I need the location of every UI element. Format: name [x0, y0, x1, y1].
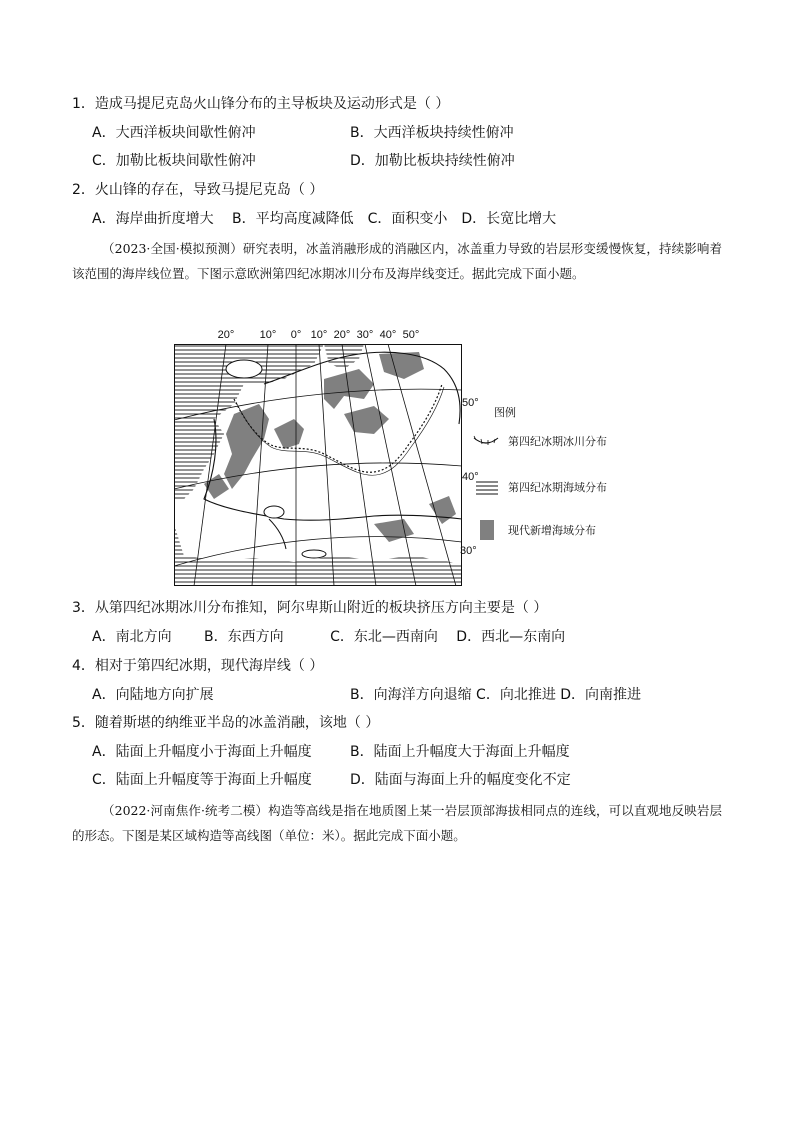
- question-5-option-d: D．陆面与海面上升的幅度变化不定: [350, 772, 571, 788]
- new-sea-north-sea: [274, 419, 304, 449]
- question-1-option-d: D．加勒比板块持续性俯冲: [350, 153, 515, 169]
- question-5-option-b: B．陆面上升幅度大于海面上升幅度: [350, 744, 570, 760]
- lon-label: 0°: [290, 329, 302, 341]
- europe-glacier-map: [174, 324, 634, 588]
- question-3-stem: 3．从第四纪冰期冰川分布推知，阿尔卑斯山附近的板块挤压方向主要是（ ）: [72, 600, 548, 616]
- lon-label: 10°: [259, 329, 277, 341]
- question-5-option-c: C．陆面上升幅度等于海面上升幅度: [92, 772, 312, 788]
- legend-glacier-label: 第四纪冰期冰川分布: [508, 436, 607, 448]
- new-sea-britain: [224, 404, 269, 489]
- legend-sea-symbol: [476, 482, 498, 494]
- passage-intro-europe: （2023·全国·模拟预测）研究表明，冰盖消融形成的消融区内，冰盖重力导致的岩层形变缓慢恢复，持续影响着该范围的海岸线位置。下图示意欧洲第四纪冰期冰川分布及海岸线变迁。据此完成下面小题。: [72, 241, 722, 281]
- question-3-options: A．南北方向 B．东西方向 C．东北—西南向 D．西北—东南向: [92, 629, 566, 645]
- mediterranean-island: [264, 506, 284, 518]
- longitude-line: [365, 344, 416, 586]
- lon-label: 20°: [217, 329, 235, 341]
- question-2-options: A．海岸曲折度增大 B．平均高度减降低 C．面积变小 D．长宽比增大: [92, 211, 557, 227]
- question-1-option-c: C．加勒比板块间歇性俯冲: [92, 153, 256, 169]
- crete-island: [302, 550, 326, 558]
- question-5-option-a: A．陆面上升幅度小于海面上升幅度: [92, 744, 312, 760]
- lon-label: 30°: [356, 329, 374, 341]
- passage-intro-contour: （2022·河南焦作·统考二模）构造等高线是指在地质图上某一岩层顶部海拔相同点的连线，可以直观地反映岩层的形态。下图是某区域构造等高线图（单位：米）。据此完成下面小题。: [72, 803, 722, 843]
- legend-new-sea-symbol: [480, 520, 494, 540]
- question-5-stem: 5．随着斯堪的纳维亚半岛的冰盖消融，该地（ ）: [72, 715, 380, 731]
- iceland-island: [226, 360, 262, 378]
- legend-sea-label: 第四纪冰期海域分布: [508, 482, 607, 494]
- lon-label: 40°: [379, 329, 397, 341]
- question-1-option-b: B．大西洋板块持续性俯冲: [350, 125, 514, 141]
- question-4-option-a: A．向陆地方向扩展: [92, 687, 214, 703]
- question-1-option-a: A．大西洋板块间歇性俯冲: [92, 125, 256, 141]
- new-sea-caspian: [429, 496, 456, 524]
- question-4-options-bcd: B．向海洋方向退缩 C．向北推进 D．向南推进: [350, 687, 642, 703]
- lon-label: 20°: [333, 329, 351, 341]
- lat-label: 50°: [462, 397, 479, 409]
- legend-new-sea-label: 现代新增海域分布: [508, 525, 596, 537]
- new-sea-black-sea: [374, 519, 414, 542]
- new-sea-baltic: [324, 369, 374, 409]
- legend-title: 图例: [494, 407, 516, 419]
- lat-label: 40°: [462, 471, 479, 483]
- lon-label: 10°: [310, 329, 328, 341]
- lat-label: 30°: [460, 545, 477, 557]
- question-2-stem: 2．火山锋的存在，导致马提尼克岛（ ）: [72, 182, 324, 198]
- lon-label: 50°: [402, 329, 420, 341]
- new-sea-gulf: [344, 406, 389, 434]
- question-1-stem: 1．造成马提尼克岛火山锋分布的主导板块及运动形式是（ ）: [72, 96, 450, 112]
- question-4-stem: 4．相对于第四纪冰期，现代海岸线（ ）: [72, 658, 324, 674]
